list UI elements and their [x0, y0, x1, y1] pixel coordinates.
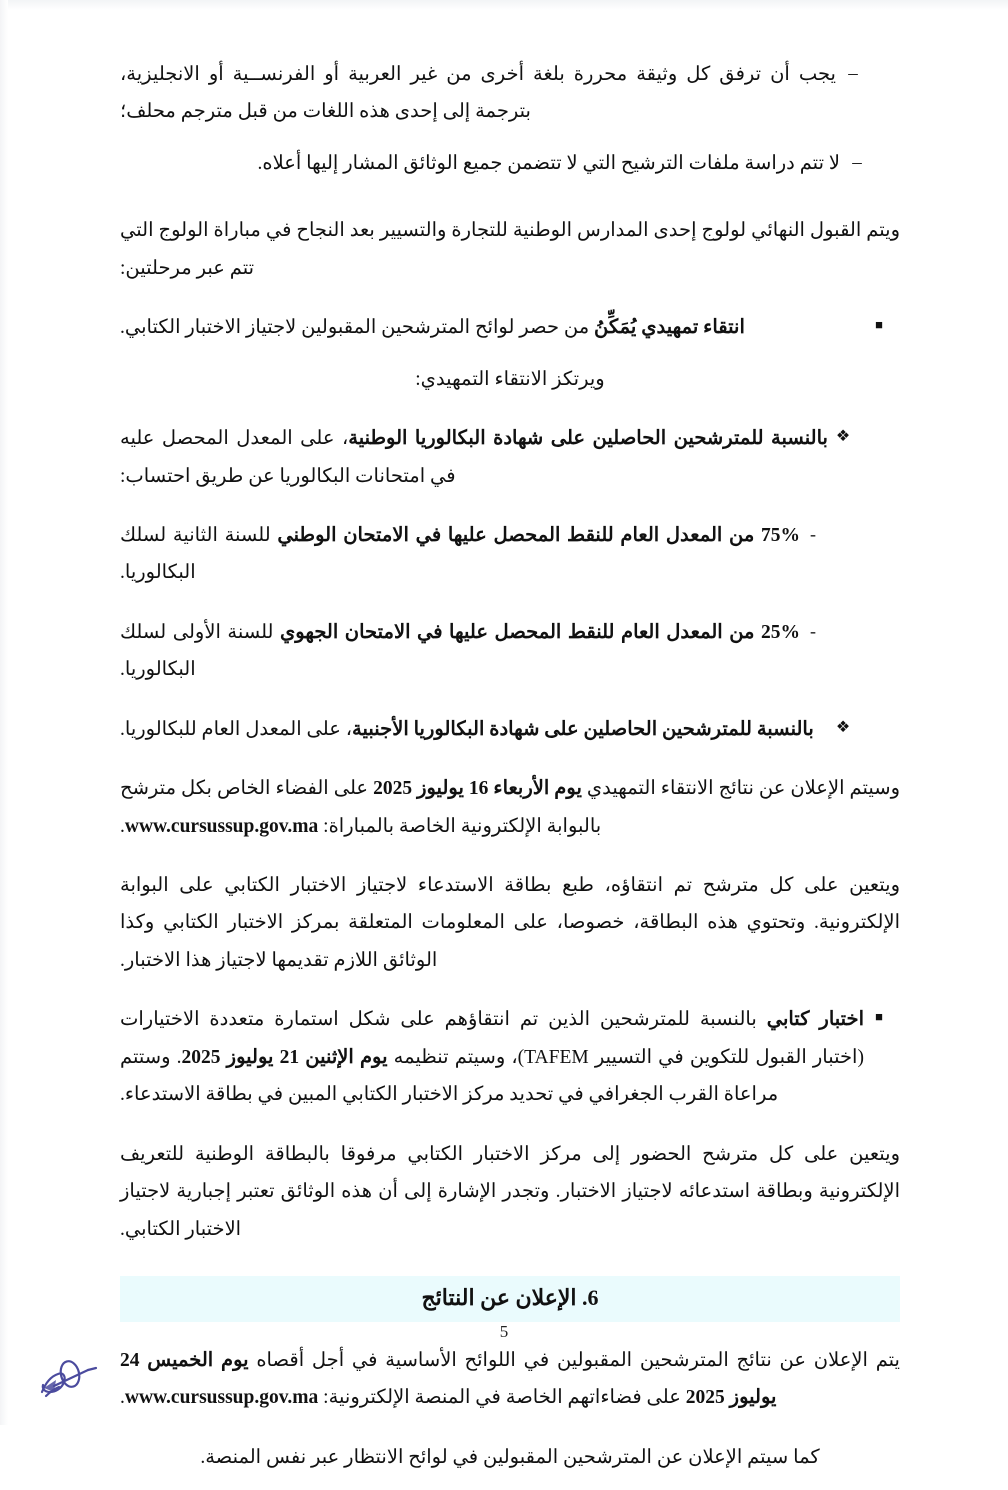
dash-bullet-icon: –: [852, 151, 862, 173]
hyphen-bullet-icon: -: [810, 523, 816, 544]
list-item: [120, 145, 900, 182]
list-item-foreign-bac: [120, 711, 900, 748]
announcement-suffix: .: [120, 815, 125, 837]
percent-25-bold-lead: 25% من المعدل العام للنقط المحصل عليها في الامتحان الجهوي: [280, 621, 800, 643]
page-number: 5: [499, 1322, 509, 1341]
dash-bullet-icon: –: [848, 63, 858, 84]
list-item-text: يجب أن ترفق كل وثيقة محررة بلغة أخرى من غير العربية أو الفرنســية أو الانجليزية، بترجمة إلى إحدى هذه اللغات من قبل مترجم محلف؛: [120, 64, 836, 123]
square-bullet-icon: ■: [875, 317, 883, 333]
results-prefix: يتم الإعلان عن نتائج المترشحين المقبولين في اللوائح الأساسية في أجل أقصاه: [248, 1349, 900, 1371]
stage-two-part1: بالنسبة للمترشحين الذين تم انتقاؤهم على شكل استمارة متعددة الاختيارات (اختبار القبول للتكوين في التسيير: [120, 1009, 864, 1068]
list-item-text: لا تتم دراسة ملفات الترشيح التي لا تتضمن جميع الوثائق المشار إليها أعلاه.: [257, 152, 840, 174]
platform-url: www.cursussup.gov.ma: [124, 1387, 319, 1409]
scan-edge-top: [0, 0, 1008, 10]
section-heading-results: [120, 1276, 900, 1322]
signature-mark: [36, 1352, 110, 1410]
section-heading-text: 6. الإعلان عن النتائج: [421, 1284, 599, 1310]
square-bullet-icon: ■: [875, 1009, 883, 1025]
attendance-paragraph: ويتعين على كل مترشح الحضور إلى مركز الاختبار الكتابي مرفوقا بالبطاقة الوطنية للتعريف الإلكترونية وبطاقة استدعائه لاجتياز الاختبار. وتجدر الإشارة إلى أن هذه الوثائق تعتبر إجبارية لاجتياز الاختبار الكتابي.: [120, 1143, 900, 1240]
summons-card-paragraph: ويتعين على كل مترشح تم انتقاؤه، طبع بطاقة الاستدعاء لاجتياز الاختبار الكتابي على البوابة الإلكترونية. وتحتوي هذه البطاقة، خصوصا، على المعلومات المتعلقة بمركز الاختبار الكتابي وكذا الوثائق اللازم تقديمها لاجتياز هذا الاختبار.: [120, 875, 900, 971]
percent-75-rest: للسنة الثانية لسلك البكالوريا.: [120, 524, 278, 584]
announcement-prefix: وسيتم الإعلان عن نتائج الانتقاء التمهيدي: [581, 778, 900, 800]
stage-two-part3: . وستتم مراعاة القرب الجغرافي في تحديد مركز الاختبار الكتابي المبين في بطاقة الاستدعاء.: [120, 1046, 779, 1106]
results-middle: على فضاءاتهم الخاصة في المنصة الإلكترونية:: [318, 1387, 686, 1409]
announcement-date: يوم الأربعاء 16 يوليوز 2025: [373, 778, 582, 800]
hyphen-bullet-icon: -: [810, 620, 816, 641]
list-item-percent-25: [120, 614, 900, 689]
waitlist-paragraph: كما سيتم الإعلان عن المترشحين المقبولين في لوائح الانتظار عبر نفس المنصة.: [200, 1446, 820, 1468]
stage-two-date: يوم الإثنين 21 يوليوز 2025: [181, 1046, 388, 1068]
stage-one-rest: من حصر لوائح المترشحين المقبولين لاجتياز الاختبار الكتابي.: [120, 317, 595, 339]
national-bac-rest: ، على المعدل المحصل عليه في امتحانات البكالوريا عن طريق احتساب:: [120, 428, 456, 487]
stage-one-bold-lead: انتقاء تمهيدي يُمَكِّنُ: [594, 317, 745, 339]
list-item-stage-two: [120, 1001, 900, 1113]
stage-one-followup: ويرتكز الانتقاء التمهيدي:: [415, 368, 605, 390]
percent-25-rest: للسنة الأولى لسلك البكالوريا.: [120, 621, 280, 681]
tafem-acronym: TAFEM: [524, 1046, 589, 1068]
list-item-text: [120, 420, 828, 495]
list-item-percent-75: [120, 517, 900, 592]
results-paragraph: [120, 1342, 900, 1417]
diamond-bullet-icon: ❖: [835, 428, 851, 446]
results-date: يوم الخميس 24 يوليوز 2025: [120, 1349, 777, 1409]
announcement-middle: على الفضاء الخاص بكل مترشح بالبوابة الإلكترونية الخاصة بالمباراة:: [120, 778, 602, 837]
page-content: [120, 56, 900, 1490]
list-item-text: [120, 1001, 864, 1113]
list-item-text: [120, 614, 800, 689]
results-suffix: .: [120, 1387, 125, 1409]
stage-two-part2: )، وسيتم تنظيمه: [387, 1046, 525, 1068]
list-item-text: [120, 309, 864, 346]
intro-paragraph: ويتم القبول النهائي لولوج إحدى المدارس الوطنية للتجارة والتسيير بعد النجاح في مباراة الولوج التي تتم عبر مرحلتين:: [120, 220, 900, 279]
list-item-stage-one: [120, 309, 900, 346]
percent-75-bold-lead: 75% من المعدل العام للنقط المحصل عليها في الامتحان الوطني: [277, 524, 801, 546]
foreign-bac-bold-lead: بالنسبة للمترشحين الحاصلين على شهادة البكالوريا الأجنبية: [352, 718, 814, 740]
scan-edge-left: [0, 0, 8, 1425]
foreign-bac-rest: ، على المعدل العام للبكالوريا.: [120, 718, 353, 740]
portal-url: www.cursussup.gov.ma: [124, 815, 319, 837]
announcement-paragraph: [120, 770, 900, 845]
stage-two-bold-lead: اختبار كتابي: [766, 1009, 864, 1031]
list-item-text: [120, 711, 828, 748]
list-item-national-bac: [120, 420, 900, 495]
list-item-text: [120, 517, 800, 592]
diamond-bullet-icon: ❖: [835, 718, 851, 736]
national-bac-bold-lead: بالنسبة للمترشحين الحاصلين على شهادة البكالوريا الوطنية: [348, 428, 828, 450]
list-item: [120, 56, 900, 131]
